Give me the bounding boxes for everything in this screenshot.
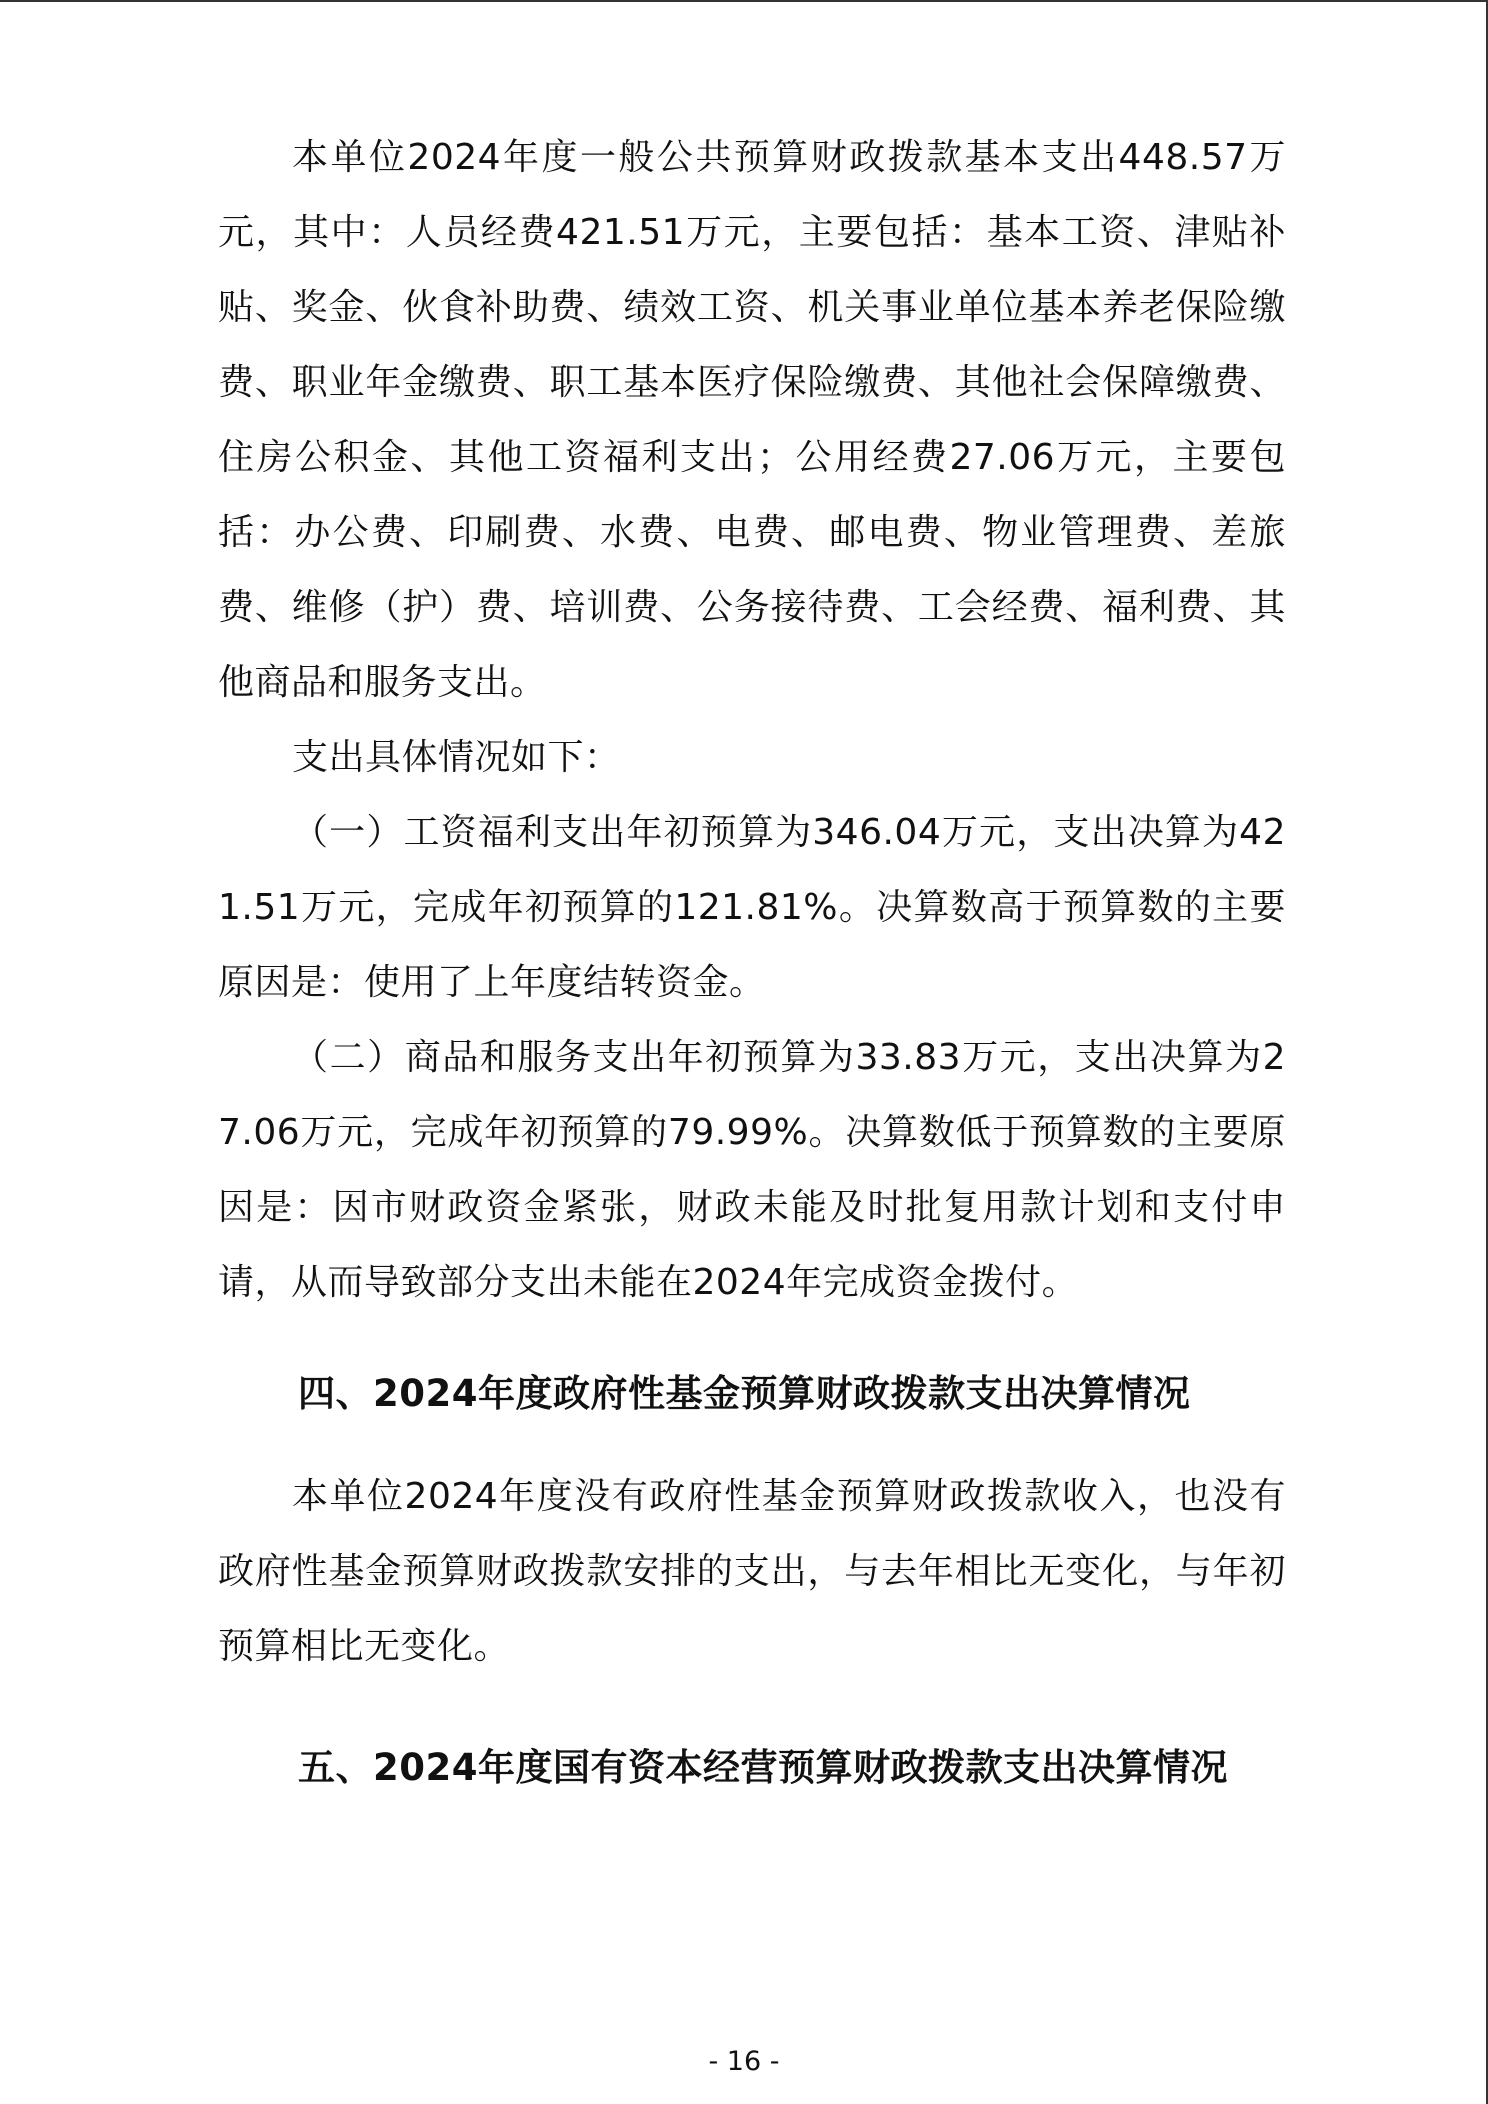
- page-number: - 16 -: [708, 2046, 780, 2077]
- paragraph-wages-welfare: （一）工资福利支出年初预算为346.04万元，支出决算为421.51万元，完成年初预算的121.81%。决算数高于预算数的主要原因是：使用了上年度结转资金。: [218, 812, 1286, 1003]
- paragraph-goods-services: （二）商品和服务支出年初预算为33.83万元，支出决算为27.06万元，完成年初预算的79.99%。决算数低于预算数的主要原因是：因市财政资金紧张，财政未能及时批复用款计划和支付申请，从而导致部分支出未能在2024年完成资金拨付。: [218, 1037, 1286, 1303]
- paragraph-basic-expenditure: 本单位2024年度一般公共预算财政拨款基本支出448.57万元，其中：人员经费421.51万元，主要包括：基本工资、津贴补贴、奖金、伙食补助费、绩效工资、机关事业单位基本养老保险缴费、职业年金缴费、职工基本医疗保险缴费、其他社会保障缴费、住房公积金、其他工资福利支出；公用经费27.06万元，主要包括：办公费、印刷费、水费、电费、邮电费、物业管理费、差旅费、维修（护）费、培训费、公务接待费、工会经费、福利费、其他商品和服务支出。: [218, 137, 1286, 703]
- paragraph-government-fund: 本单位2024年度没有政府性基金预算财政拨款收入，也没有政府性基金预算财政拨款安排的支出，与去年相比无变化，与年初预算相比无变化。: [218, 1476, 1286, 1667]
- document-body: [218, 120, 1286, 1805]
- page-border-top: [0, 0, 1488, 2]
- section-heading-government-fund: 四、2024年度政府性基金预算财政拨款支出决算情况: [298, 1372, 1191, 1415]
- section-heading-state-capital: 五、2024年度国有资本经营预算财政拨款支出决算情况: [298, 1746, 1228, 1789]
- paragraph-expenditure-details-intro: 支出具体情况如下：: [292, 737, 621, 778]
